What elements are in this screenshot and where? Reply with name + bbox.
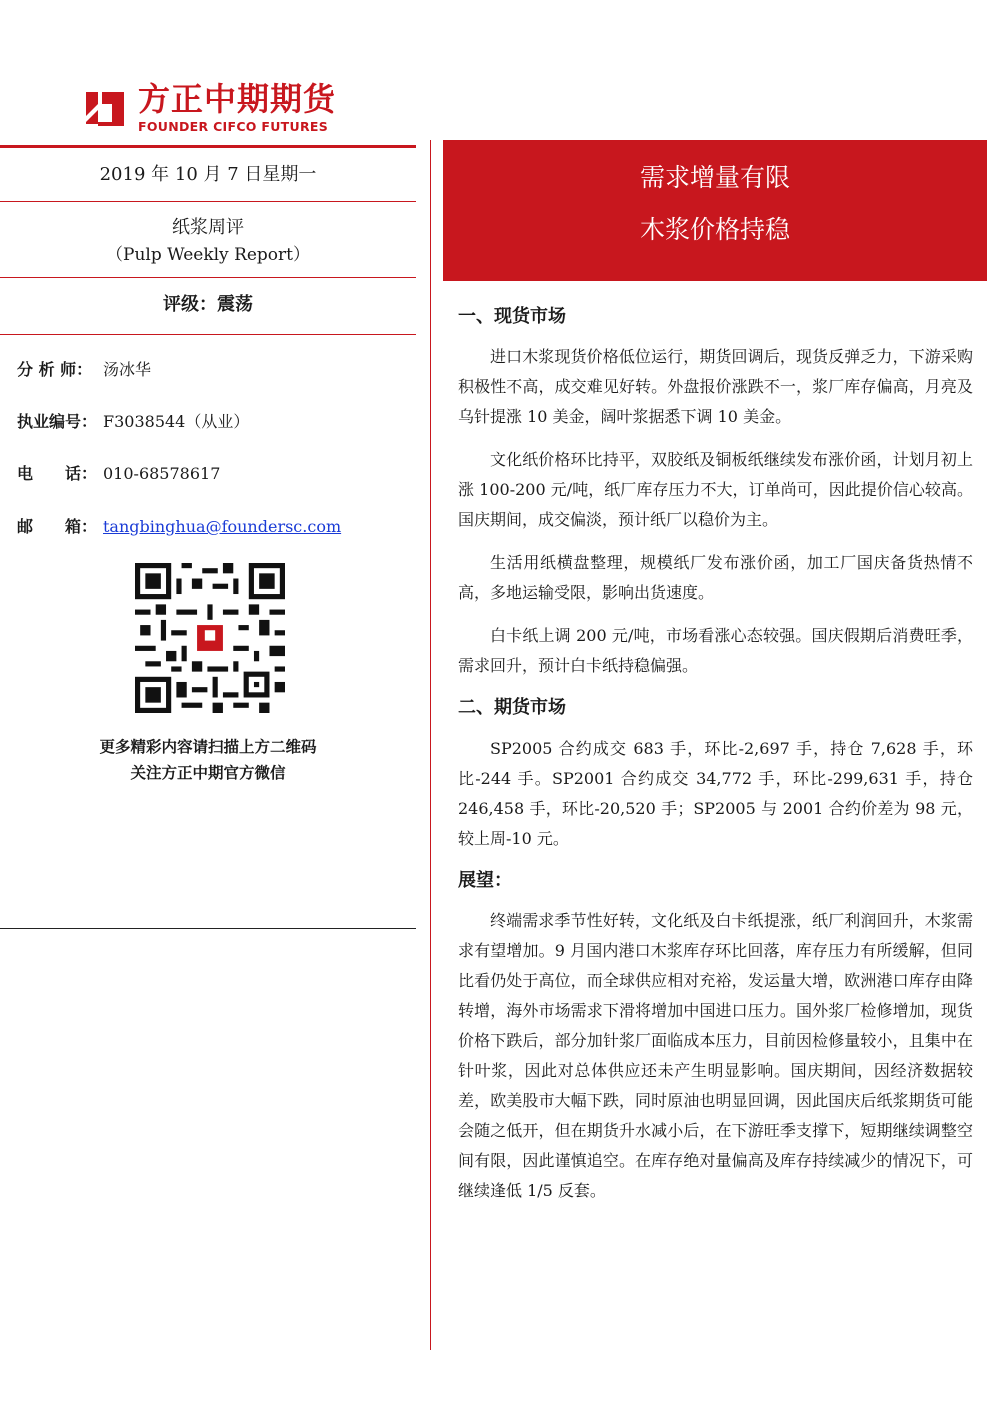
divider <box>0 277 416 278</box>
qr-code-icon <box>135 563 285 713</box>
futures-paragraph-1: SP2005 合约成交 683 手，环比-2,697 手，持仓 7,628 手，环比-244 手。SP2001 合约成交 34,772 手，环比-299,631 手，持仓 246,458 手，环比-20,520 手；SP2005 与 2001 合约价差为 98 元，较上周-10 元。 <box>458 739 973 848</box>
divider <box>0 334 416 335</box>
divider <box>0 928 416 929</box>
report-date: 2019 年 10 月 7 日星期一 <box>99 164 317 185</box>
report-rating: 评级：震荡 <box>163 294 253 315</box>
founder-logo-icon <box>78 82 130 134</box>
spot-paragraph-3: 生活用纸横盘整理，规模纸厂发布涨价函，加工厂国庆备货热情不高，多地运输受限，影响出货速度。 <box>458 553 973 602</box>
email-row <box>17 514 341 537</box>
divider <box>0 145 416 148</box>
headline-line-1: 需求增量有限 <box>639 163 790 192</box>
email-label: 邮 箱： <box>17 517 98 536</box>
phone-label: 电 话： <box>17 464 98 483</box>
report-type-cn: 纸浆周评 <box>172 217 244 238</box>
brand-name-cn: 方正中期期货 <box>138 80 337 118</box>
license-number: F3038544（从业） <box>103 412 250 431</box>
section-title-futures: 二、期货市场 <box>458 697 566 718</box>
phone-number: 010-68578617 <box>103 464 221 483</box>
section-title-spot: 一、现货市场 <box>458 306 566 327</box>
company-logo <box>78 82 358 138</box>
report-type-en: （Pulp Weekly Report） <box>106 245 310 265</box>
email-link[interactable]: tangbinghua@foundersc.com <box>103 517 342 536</box>
spot-paragraph-2: 文化纸价格环比持平，双胶纸及铜板纸继续发布涨价函，计划月初上涨 100-200 元/吨，纸厂库存压力不大，订单尚可，因此提价信心较高。国庆期间，成交偏淡，预计纸厂以稳价为主。 <box>458 450 973 529</box>
phone-row <box>17 461 220 484</box>
qr-caption-line-2: 关注方正中期官方微信 <box>130 764 286 782</box>
section-title-outlook: 展望： <box>458 870 512 891</box>
spot-paragraph-4: 白卡纸上调 200 元/吨，市场看涨心态较强。国庆假期后消费旺季，需求回升，预计白卡纸持稳偏强。 <box>458 626 973 675</box>
analyst-label: 分 析 师： <box>17 360 93 379</box>
outlook-paragraph-1: 终端需求季节性好转，文化纸及白卡纸提涨，纸厂利润回升，木浆需求有望增加。9 月国内港口木浆库存环比回落，库存压力有所缓解，但同比看仍处于高位，而全球供应相对充裕，发运量大增，欧洲港口库存由降转增，海外市场需求下滑将增加中国进口压力。国外浆厂检修增加，现货价格下跌后，部分加针浆厂面临成本压力，目前因检修量较小，且集中在针叶浆，因此对总体供应还未产生明显影响。国庆期间，因经济数据较差，欧美股市大幅下跌，同时原油也明显回调，因此国庆后纸浆期货可能会随之低开，但在期货升水减小后，在下游旺季支撑下，短期继续调整空间有限，因此谨慎追空。在库存绝对量偏高及库存持续减少的情况下，可继续逢低 1/5 反套。 <box>458 911 973 1200</box>
column-divider <box>430 140 431 1350</box>
brand-name-en: FOUNDER CIFCO FUTURES <box>138 119 329 134</box>
headline-line-2: 木浆价格持稳 <box>639 215 790 244</box>
divider <box>0 201 416 202</box>
headline-banner <box>443 140 987 281</box>
spot-paragraph-1: 进口木浆现货价格低位运行，期货回调后，现货反弹乏力，下游采购积极性不高，成交难见好转。外盘报价涨跌不一，浆厂库存偏高，月亮及乌针提涨 10 美金，阔叶浆据悉下调 10 美金。 <box>458 347 973 426</box>
license-label: 执业编号： <box>17 412 98 431</box>
qr-caption-line-1: 更多精彩内容请扫描上方二维码 <box>99 738 317 756</box>
license-row <box>17 409 249 432</box>
analyst-row <box>17 357 151 380</box>
analyst-name: 汤冰华 <box>103 360 152 379</box>
